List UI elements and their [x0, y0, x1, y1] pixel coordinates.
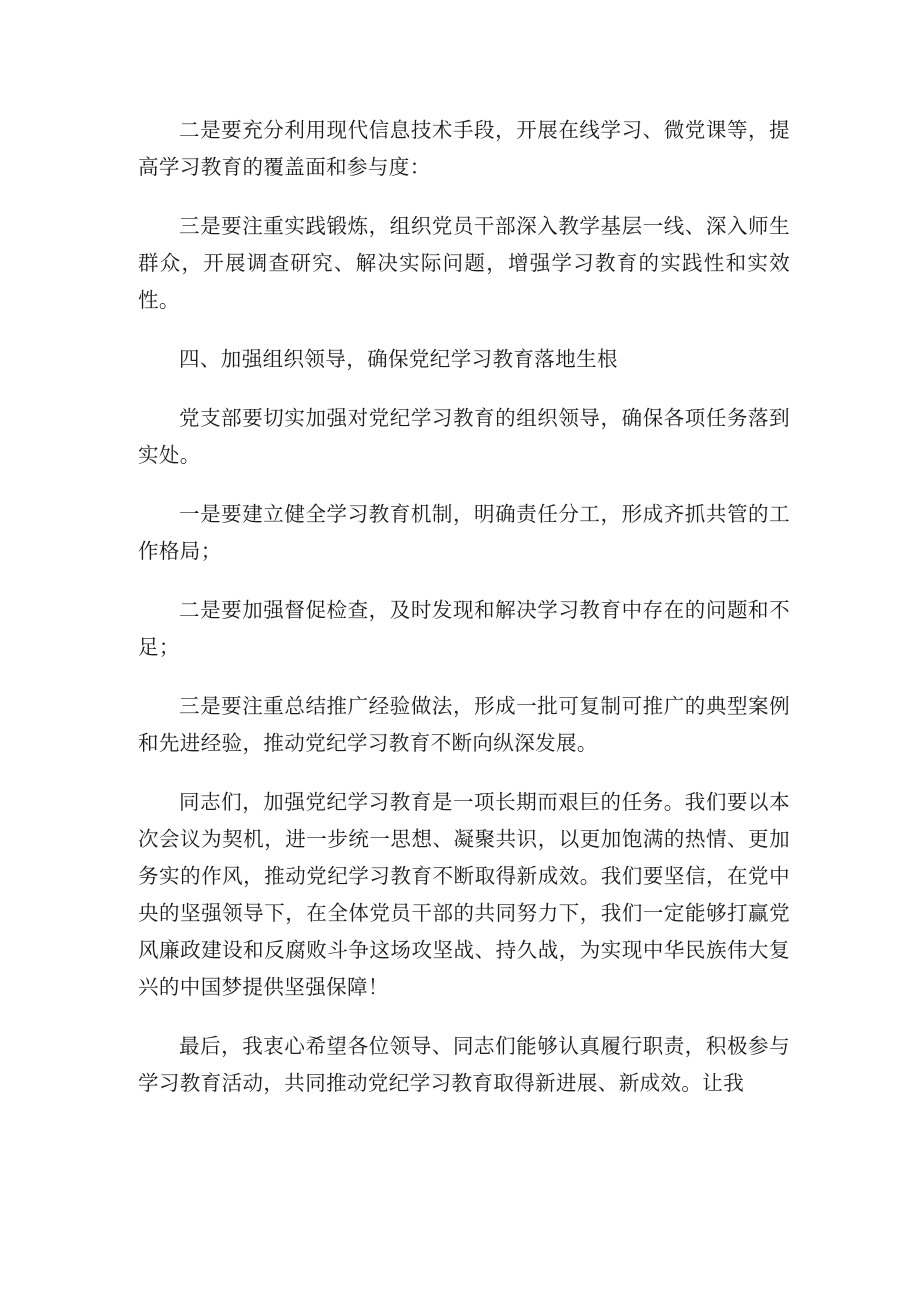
- paragraph-final-wish: 最后，我衷心希望各位领导、同志们能够认真履行职责，积极参与学习教育活动，共同推动党纪学习教育取得新进展、新成效。让我: [138, 1034, 790, 1095]
- paragraph-experience-summary: 三是要注重总结推广经验做法，形成一批可复制可推广的典型案例和先进经验，推动党纪学习教育不断向纵深发展。: [138, 694, 790, 755]
- document-body: [138, 112, 790, 1124]
- paragraph-practice-training: 三是要注重实践锻炼，组织党员干部深入教学基层一线、深入师生群众，开展调查研究、解决实际问题，增强学习教育的实践性和实效性。: [138, 214, 790, 312]
- paragraph-mechanism: 一是要建立健全学习教育机制，明确责任分工，形成齐抓共管的工作格局；: [138, 502, 790, 563]
- paragraph-supervision: 二是要加强督促检查，及时发现和解决学习教育中存在的问题和不足；: [138, 598, 790, 659]
- section-heading-organizational-leadership: 四、加强组织领导，确保党纪学习教育落地生根: [179, 347, 618, 371]
- paragraph-comrades-conclusion: 同志们，加强党纪学习教育是一项长期而艰巨的任务。我们要以本次会议为契机，进一步统一思想、凝聚共识，以更加饱满的热情、更加务实的作风，推动党纪学习教育不断取得新成效。我们要坚信，在党中央的坚强领导下，在全体党员干部的共同努力下，我们一定能够打赢党风廉政建设和反腐败斗争这场攻坚战、持久战，为实现中华民族伟大复兴的中国梦提供坚强保障！: [138, 790, 790, 999]
- paragraph-online-learning: 二是要充分利用现代信息技术手段，开展在线学习、微党课等，提高学习教育的覆盖面和参与度：: [138, 118, 790, 179]
- paragraph-branch-leadership: 党支部要切实加强对党纪学习教育的组织领导，确保各项任务落到实处。: [138, 406, 790, 467]
